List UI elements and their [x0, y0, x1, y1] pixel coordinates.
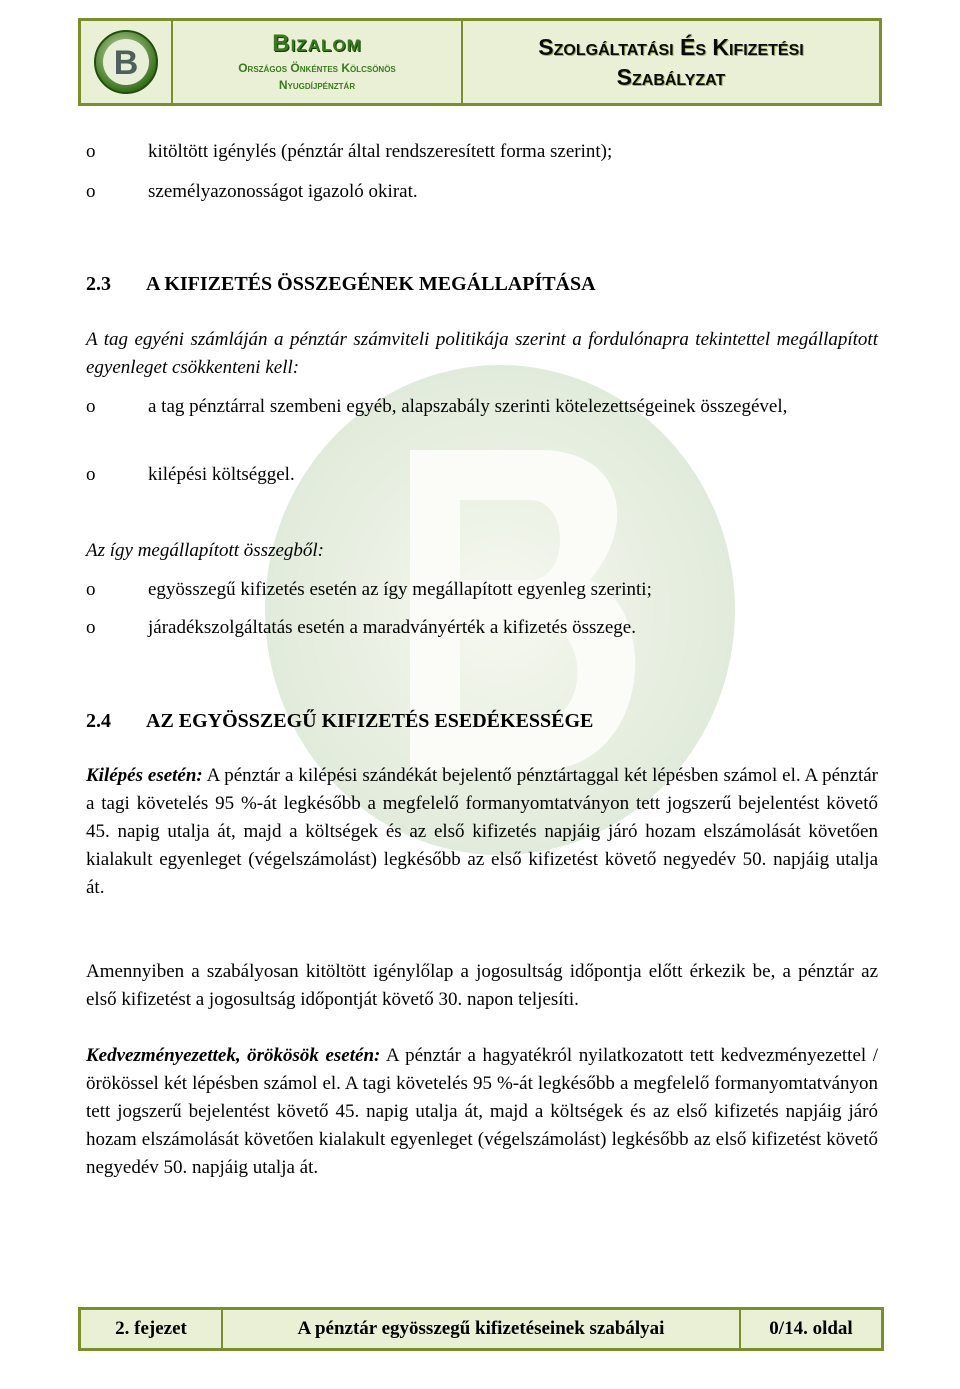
paragraph-heirs [86, 1042, 878, 1182]
bullet-icon: o [86, 617, 96, 638]
brand-subtitle-line2: Nyugdíjpénztár [278, 78, 356, 92]
bullet-icon: o [86, 181, 96, 202]
paragraph-lead: Kedvezményezettek, örökösök esetén: [86, 1045, 381, 1066]
page-header [78, 18, 882, 106]
document-title-line1: Szolgáltatási És Kifizetési [538, 34, 804, 60]
paragraph-text: A pénztár a kilépési szándékát bejelentő pénztártaggal két lépésben számol el. A pénztár a tagi követelés 95 %-át legkésőbb a megfelelő formanyomtatványon tett jogszerű bejelentést követő 45. napig utalja át, majd a költségek és az első kifizetés napjáig járó hozam elszámolását követően kialakult egyenleget (végelszámolást) legkésőbb az első kifizetést követő negyedév 50. napjáig utalja át. [86, 765, 878, 898]
section-title: A KIFIZETÉS ÖSSZEGÉNEK MEGÁLLAPÍTÁSA [146, 273, 596, 295]
section-number: 2.4 [86, 710, 111, 732]
bullet-icon: o [86, 141, 96, 162]
amount-intro: Az így megállapított összegből: [86, 540, 325, 561]
brand-subtitle-line1: Országos Önkéntes Kölcsönös [238, 61, 396, 75]
paragraph-early-claim: Amennyiben a szabályosan kitöltött igénylőlap a jogosultság időpontja előtt érkezik be, a pénztár az első kifizetést a jogosultság időpontját követő 30. napon teljesíti. [86, 961, 878, 1010]
brand-subtitle [238, 60, 396, 94]
section-title: AZ EGYÖSSZEGŰ KIFIZETÉS ESEDÉKESSÉGE [146, 710, 594, 732]
paragraph-text: A pénztár a hagyatékról nyilatkozatott tett kedvezményezettel / örökössel két lépésben számol el. A tagi követelés 95 %-át legkésőbb a megfelelő formanyomtatványon tett jogszerű bejelentést követő 45. napig utalja át, majd a költségek és az első kifizetés napjáig járó hozam elszámolását követően kialakult egyenleget (végelszámolást) legkésőbb az első kifizetést követő negyedév 50. napjáig utalja át. [86, 1045, 879, 1178]
section-intro: A tag egyéni számláján a pénztár számviteli politikája szerint a fordulónapra tekintettel megállapított egyenleget csökkenteni kell: [86, 329, 878, 378]
section-number: 2.3 [86, 273, 111, 295]
page-footer [78, 1307, 884, 1351]
document-title-line2: Szabályzat [616, 64, 726, 90]
list-item-text: a tag pénztárral szembeni egyéb, alapszabály szerinti kötelezettségeinek összegével, [148, 396, 788, 417]
list-item-text: járadékszolgáltatás esetén a maradványérték a kifizetés összege. [148, 617, 636, 638]
paragraph-exit [86, 762, 878, 902]
list-item-text: egyösszegű kifizetés esetén az így megállapított egyenleg szerinti; [148, 579, 652, 600]
bullet-icon: o [86, 464, 96, 485]
paragraph-lead: Kilépés esetén: [86, 765, 203, 786]
brand-name: Bizalom [272, 30, 362, 57]
list-item-text: kitöltött igénylés (pénztár által rendszeresített forma szerint); [148, 141, 613, 162]
list-item-text: személyazonosságot igazoló okirat. [148, 181, 418, 202]
brand-cell [173, 21, 463, 103]
bullet-icon: o [86, 396, 96, 417]
document-title [463, 21, 879, 103]
footer-page-number: 0/14. oldal [769, 1318, 853, 1339]
footer-chapter: 2. fejezet [81, 1310, 223, 1348]
footer-title: A pénztár egyösszegű kifizetéseinek szabályai [223, 1310, 741, 1348]
logo-cell [81, 21, 173, 103]
list-item-text: kilépési költséggel. [148, 464, 295, 485]
bullet-icon: o [86, 579, 96, 600]
svg-text:B: B [113, 44, 139, 82]
bizalom-logo-icon [93, 29, 159, 95]
